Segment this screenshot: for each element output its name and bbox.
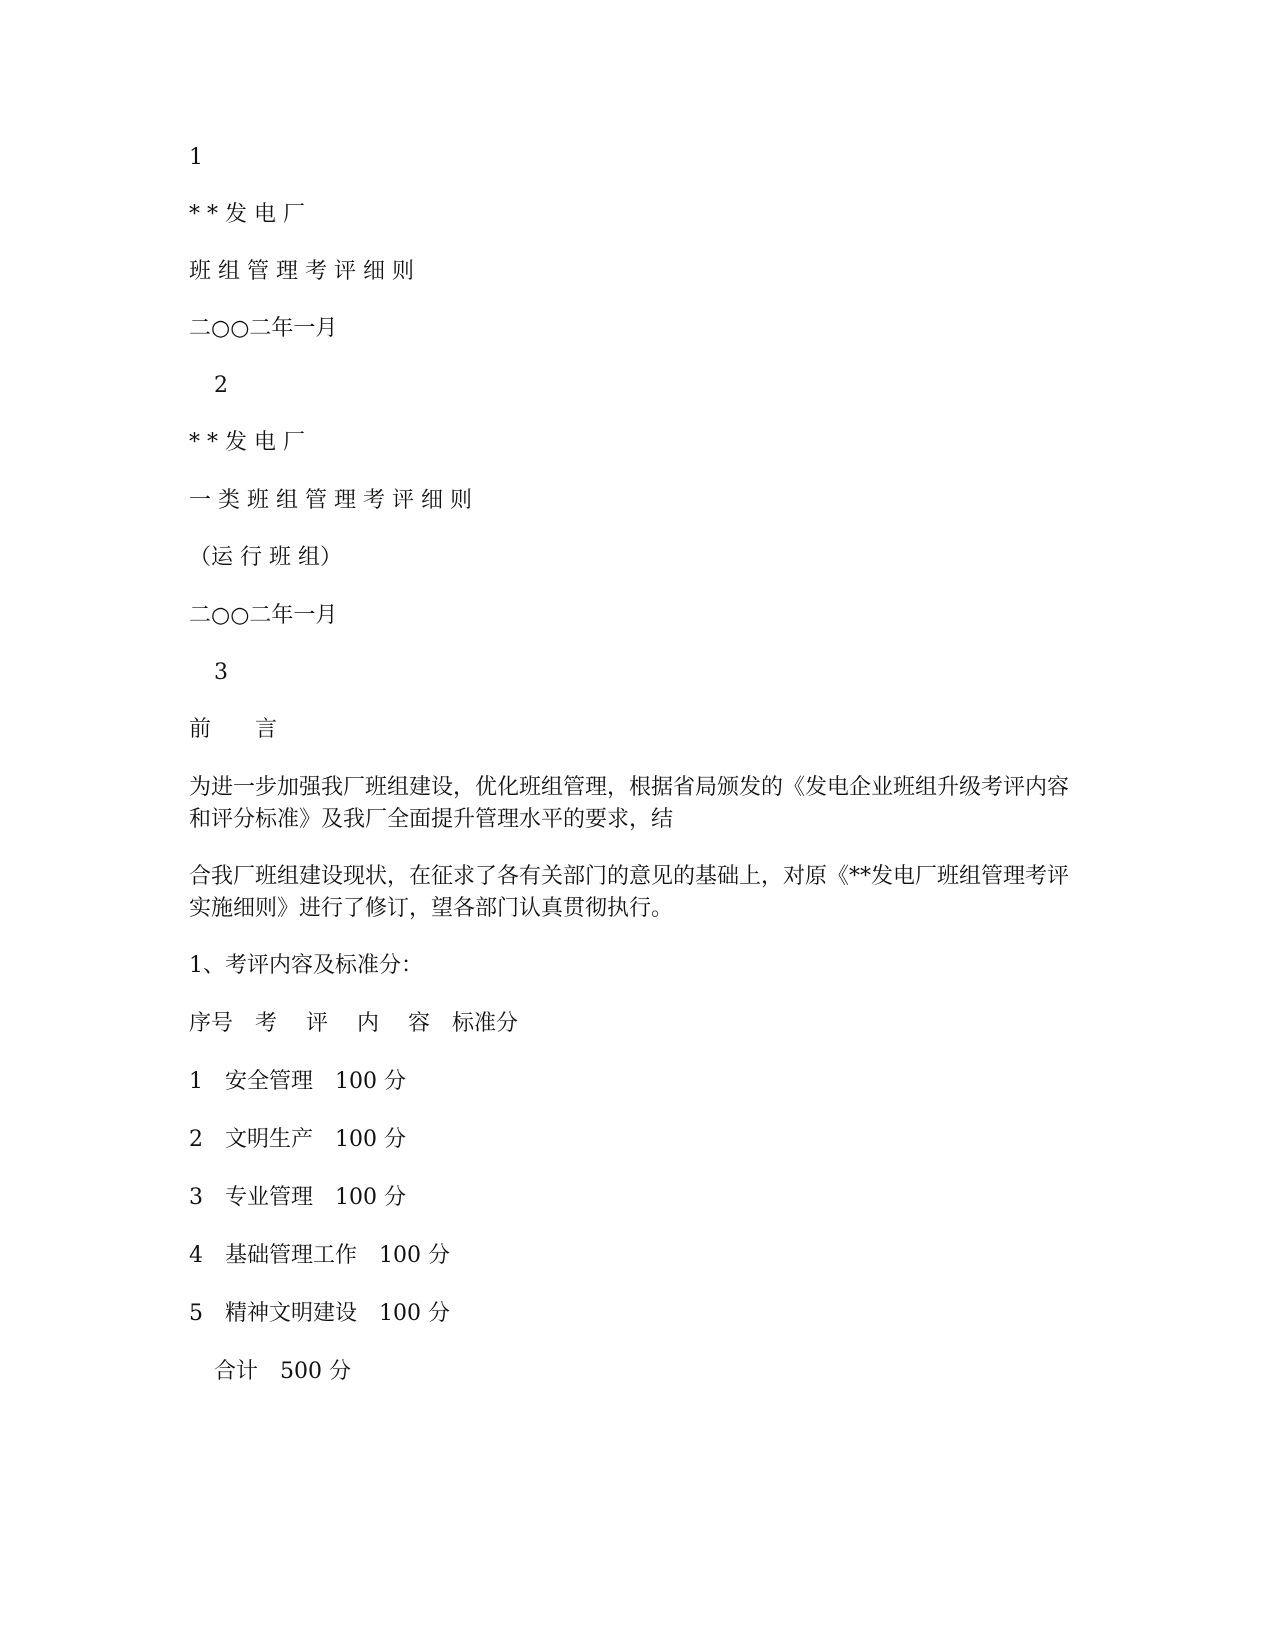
- table-header: 序号 考 评 内 容 标准分: [189, 1011, 518, 1036]
- document-subtitle: （运 行 班 组）: [189, 545, 342, 570]
- page-number-3: 3: [214, 660, 228, 685]
- document-title: 班 组 管 理 考 评 细 则: [189, 259, 414, 284]
- section-heading: 1、考评内容及标准分：: [189, 953, 423, 978]
- document-date: 二○○二年一月: [189, 603, 338, 628]
- plant-name: * * 发 电 厂: [189, 202, 305, 227]
- table-row: 1 安全管理 100 分: [189, 1069, 406, 1094]
- table-total: 合计 500 分: [214, 1359, 351, 1384]
- table-row: 5 精神文明建设 100 分: [189, 1301, 450, 1326]
- document-date: 二○○二年一月: [189, 316, 338, 341]
- plant-name: * * 发 电 厂: [189, 430, 305, 455]
- preface-paragraph: 为进一步加强我厂班组建设，优化班组管理，根据省局颁发的《发电企业班组升级考评内容和评分标准》及我厂全面提升管理水平的要求，结: [189, 775, 1070, 832]
- table-row: 2 文明生产 100 分: [189, 1127, 406, 1152]
- page-number-2: 2: [214, 373, 228, 398]
- preface-paragraph: 合我厂班组建设现状，在征求了各有关部门的意见的基础上，对原《**发电厂班组管理考评实施细则》进行了修订，望各部门认真贯彻执行。: [189, 864, 1070, 921]
- page-number-1: 1: [189, 145, 203, 170]
- table-row: 4 基础管理工作 100 分: [189, 1243, 450, 1268]
- table-row: 3 专业管理 100 分: [189, 1185, 406, 1210]
- preface-heading: 前 言: [189, 717, 278, 742]
- document-title: 一 类 班 组 管 理 考 评 细 则: [189, 488, 472, 513]
